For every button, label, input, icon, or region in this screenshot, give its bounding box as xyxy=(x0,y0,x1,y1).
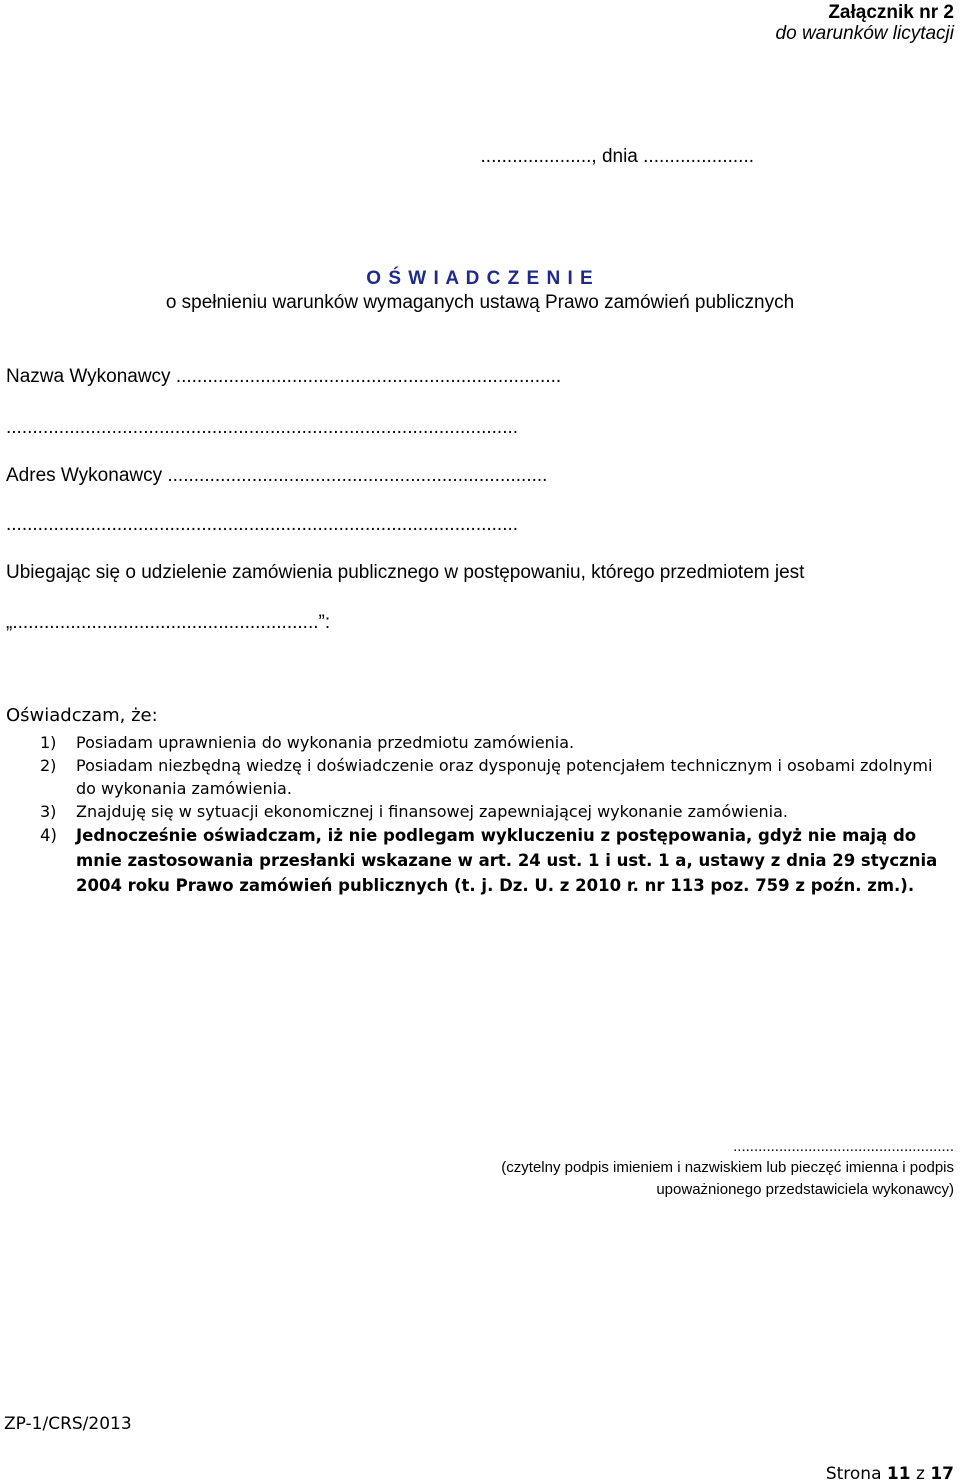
list-item xyxy=(6,731,956,754)
date-line: ....................., dnia ..................... xyxy=(480,146,754,167)
declaration-intro: Oświadczam, że: xyxy=(6,705,158,726)
page-subtitle: o spełnieniu warunków wymaganych ustawą Prawo zamówień publicznych xyxy=(165,292,795,313)
declaration-list xyxy=(6,731,956,898)
list-item-text: Posiadam uprawnienia do wykonania przedmiotu zamówienia. xyxy=(76,733,575,752)
document-code: ZP-1/CRS/2013 xyxy=(4,1414,132,1434)
list-item-text: Jednocześnie oświadczam, iż nie podlegam wykluczeniu z postępowania, gdyż nie mają do mnie zastosowania przesłanki wskazane w art. 24 ust. 1 i ust. 1 a, ustawy z dnia 29 stycznia 2004 roku Prawo zamówień publicznych (t. j. Dz. U. z 2010 r. nr 113 poz. 759 z poźn. zm.). xyxy=(76,826,938,895)
attachment-subtitle: do warunków licytacji xyxy=(775,23,954,44)
list-item xyxy=(6,754,956,800)
page-title: O Ś W I A D C Z E N I E xyxy=(366,268,594,289)
signature-caption-line2: upoważnionego przedstawiciela wykonawcy) xyxy=(656,1181,954,1198)
procurement-subject-field: „..........................................................”: xyxy=(6,612,331,633)
list-item-number: 3) xyxy=(40,802,57,821)
list-item-number: 4) xyxy=(40,826,57,845)
contractor-address-field: Adres Wykonawcy ........................................................................ xyxy=(6,465,548,486)
list-item-number: 2) xyxy=(40,756,57,775)
page-current: 11 xyxy=(886,1464,911,1484)
page-separator: z xyxy=(915,1464,925,1484)
page-number xyxy=(826,1464,954,1484)
page-label: Strona xyxy=(825,1464,882,1484)
list-item xyxy=(6,823,956,898)
signature-caption-line1: (czytelny podpis imieniem i nazwiskiem lub pieczęć imienna i podpis xyxy=(501,1159,954,1176)
page-total: 17 xyxy=(930,1464,954,1484)
contractor-name-field: Nazwa Wykonawcy ......................................................................... xyxy=(6,366,562,387)
list-item-number: 1) xyxy=(40,733,57,752)
procurement-intro: Ubiegając się o udzielenie zamówienia publicznego w postępowaniu, którego przedmiotem jest xyxy=(6,562,805,583)
contractor-name-continuation: ................................................................................................. xyxy=(6,417,519,438)
list-item-text: Posiadam niezbędną wiedzę i doświadczenie oraz dysponuję potencjałem technicznym i osobami zdolnymi do wykonania zamówienia. xyxy=(76,756,933,798)
contractor-address-continuation: ................................................................................................. xyxy=(6,514,519,535)
signature-dots: ..................................................... xyxy=(733,1138,954,1155)
list-item-text: Znajduję się w sytuacji ekonomicznej i finansowej zapewniającej wykonanie zamówienia. xyxy=(76,802,789,821)
attachment-title: Załącznik nr 2 xyxy=(828,2,954,23)
list-item xyxy=(6,800,956,823)
